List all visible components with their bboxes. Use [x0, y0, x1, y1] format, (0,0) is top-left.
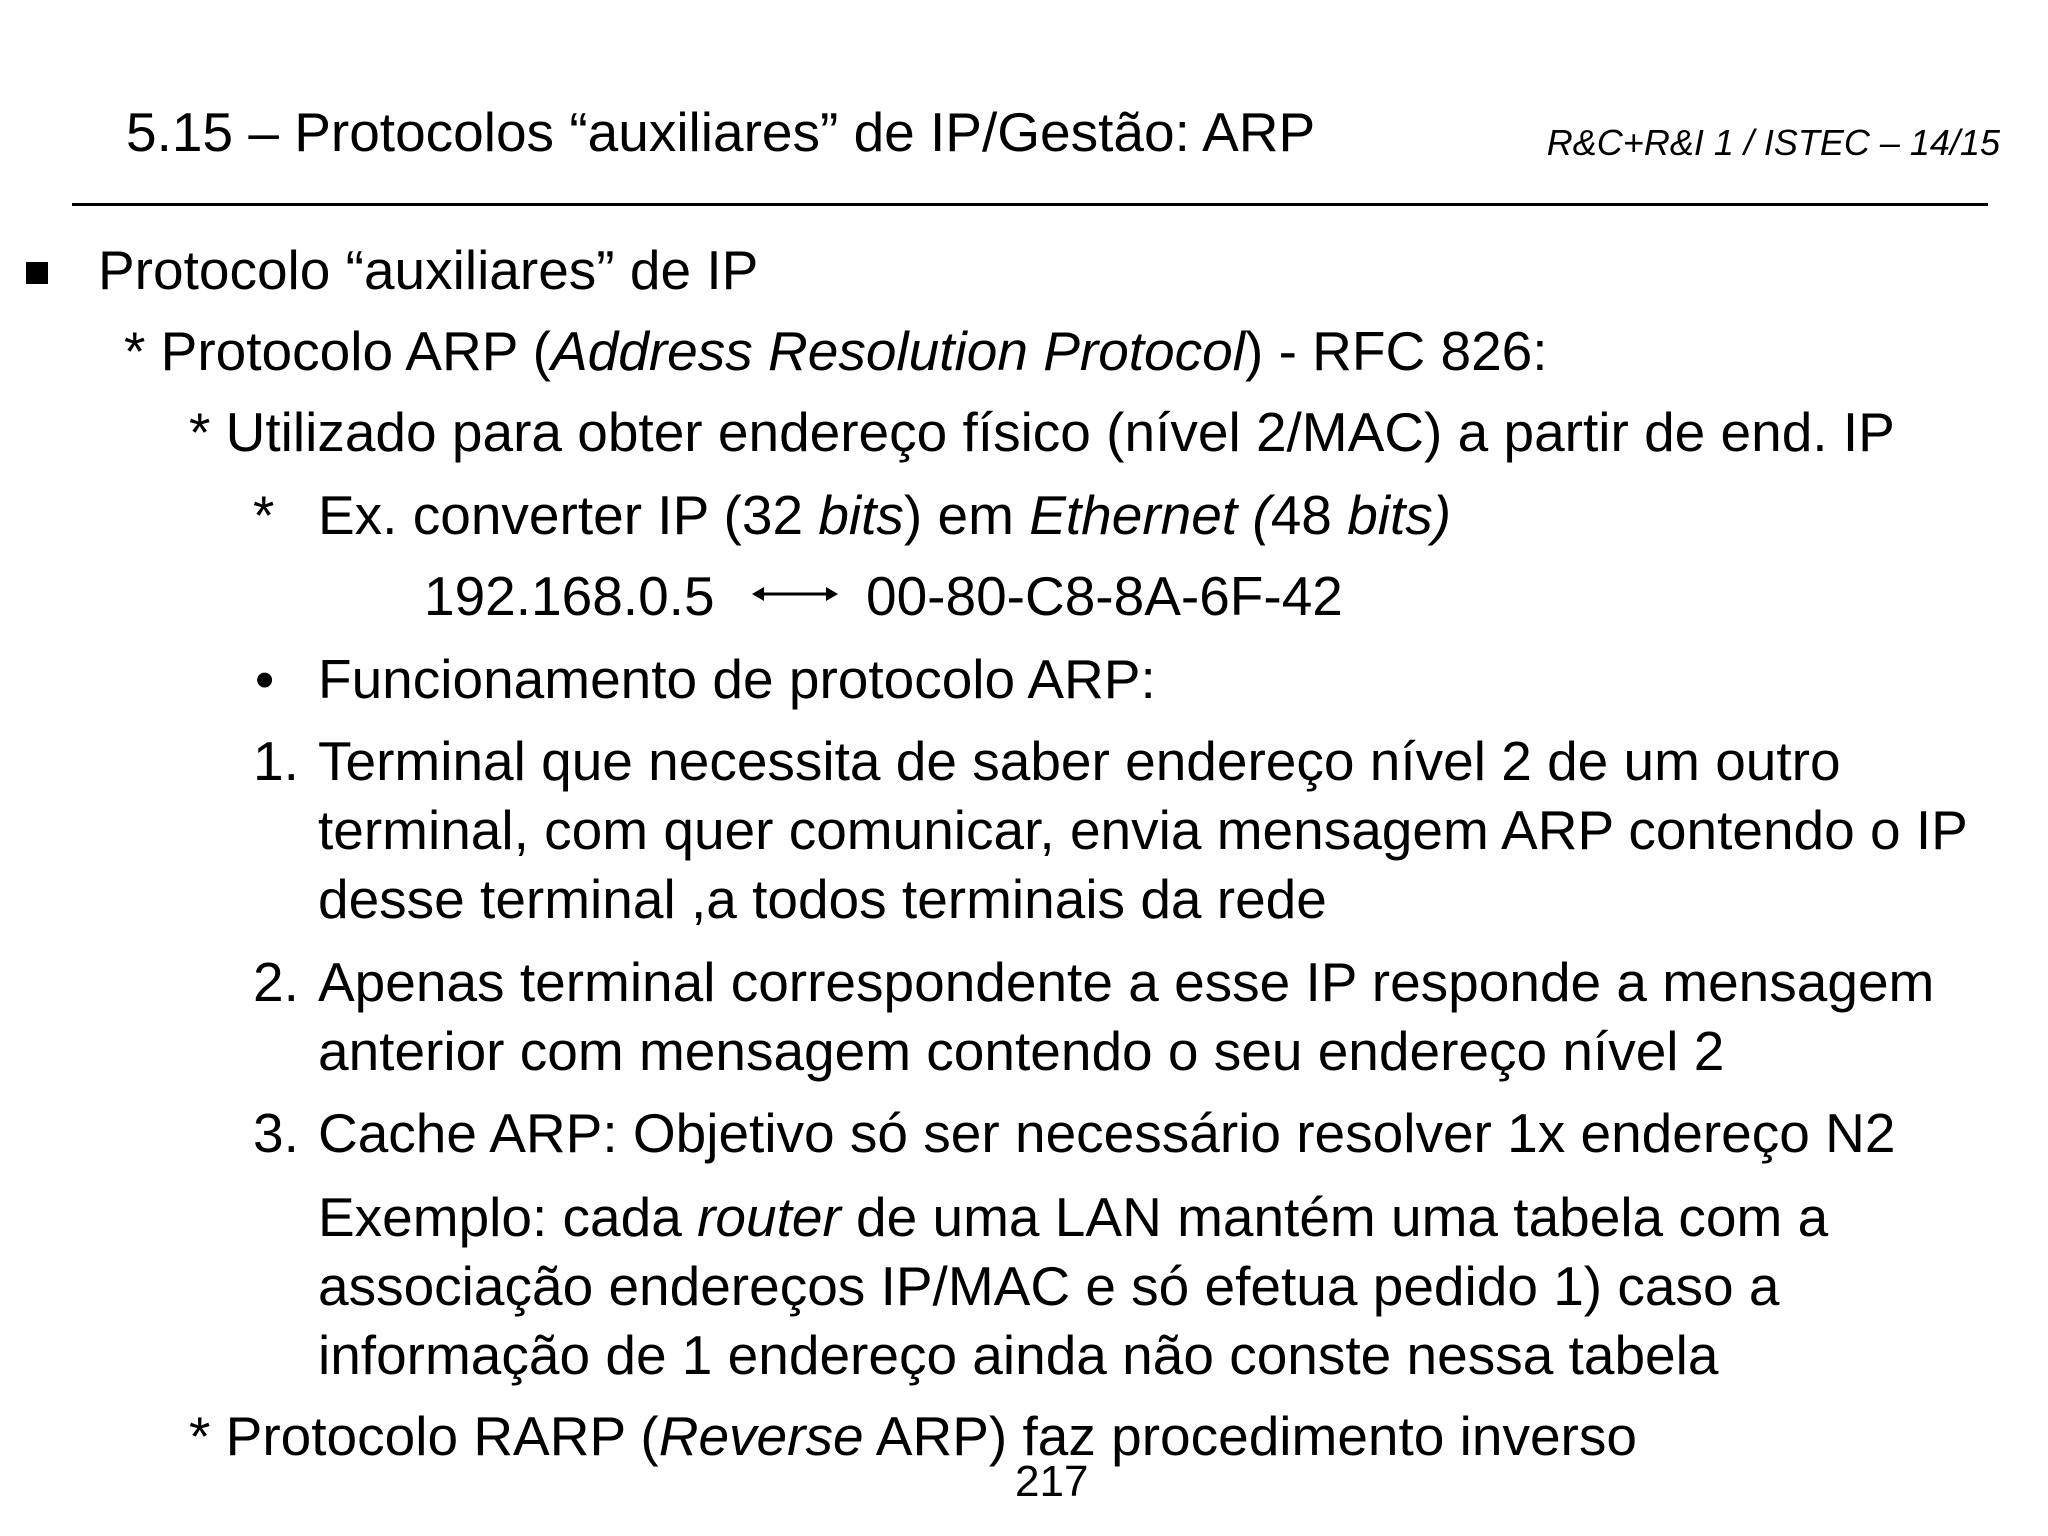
mapping-mac: 00-80-C8-8A-6F-42: [866, 565, 1343, 627]
arp-heading-prefix: * Protocolo ARP (: [124, 320, 551, 382]
example-italic3: bits): [1347, 484, 1452, 546]
example-part1: Ex. converter IP (32: [318, 484, 819, 546]
step-2-line-1: Apenas terminal correspondente a esse IP responde a mensagem: [318, 951, 1935, 1013]
double-arrow-icon: [752, 583, 838, 605]
example-marker: *: [253, 484, 275, 546]
step-1-marker: 1.: [253, 730, 299, 792]
exemplo-line-1: [318, 1183, 1828, 1251]
step-3-marker: 3.: [253, 1102, 299, 1164]
funcionamento-item: Funcionamento de protocolo ARP:: [318, 648, 1156, 710]
exemplo-italic: router: [697, 1186, 841, 1248]
example-italic1: bits: [818, 484, 904, 546]
arp-heading-suffix: ) - RFC 826:: [1244, 320, 1548, 382]
level1-item: Protocolo “auxiliares” de IP: [98, 239, 759, 301]
funcionamento-marker: •: [255, 648, 275, 710]
arp-heading: [124, 317, 1548, 385]
exemplo-prefix: Exemplo: cada: [318, 1186, 698, 1248]
step-2-marker: 2.: [253, 951, 299, 1013]
header-divider: [72, 203, 1988, 206]
utilizado-item: * Utilizado para obter endereço físico (nível 2/MAC) a partir de end. IP: [189, 401, 1895, 463]
step-1-line-3: desse terminal ,a todos terminais da rede: [318, 868, 1327, 930]
rarp-item: [189, 1402, 1637, 1470]
step-1-line-1: Terminal que necessita de saber endereço nível 2 de um outro: [318, 730, 1841, 792]
example-italic2: Ethernet (: [1029, 484, 1271, 546]
exemplo-suffix: de uma LAN mantém uma tabela com a: [840, 1186, 1829, 1248]
mapping-ip: 192.168.0.5: [424, 565, 715, 627]
exemplo-line-3: informação de 1 endereço ainda não conste nessa tabela: [318, 1324, 1719, 1386]
rarp-suffix: ARP) faz procedimento inverso: [863, 1405, 1637, 1467]
rarp-prefix: * Protocolo RARP (: [189, 1405, 659, 1467]
step-3-line-1: Cache ARP: Objetivo só ser necessário resolver 1x endereço N2: [318, 1102, 1896, 1164]
arp-heading-italic: Address Resolution Protocol: [550, 320, 1245, 382]
page-number: 217: [1015, 1457, 1089, 1506]
rarp-italic: Reverse: [658, 1405, 864, 1467]
exemplo-line-2: associação endereços IP/MAC e só efetua pedido 1) caso a: [318, 1255, 1780, 1317]
example-part3: 48: [1270, 484, 1348, 546]
example-part2: ) em: [903, 484, 1030, 546]
slide-title: 5.15 – Protocolos “auxiliares” de IP/Gestão: ARP: [126, 101, 1316, 163]
step-2-line-2: anterior com mensagem contendo o seu endereço nível 2: [318, 1020, 1725, 1082]
example-item: [318, 481, 1451, 549]
course-label: R&C+R&I 1 / ISTEC – 14/15: [1546, 122, 2000, 163]
square-bullet-icon: [26, 262, 48, 284]
step-1-line-2: terminal, com quer comunicar, envia mensagem ARP contendo o IP: [318, 799, 1968, 861]
